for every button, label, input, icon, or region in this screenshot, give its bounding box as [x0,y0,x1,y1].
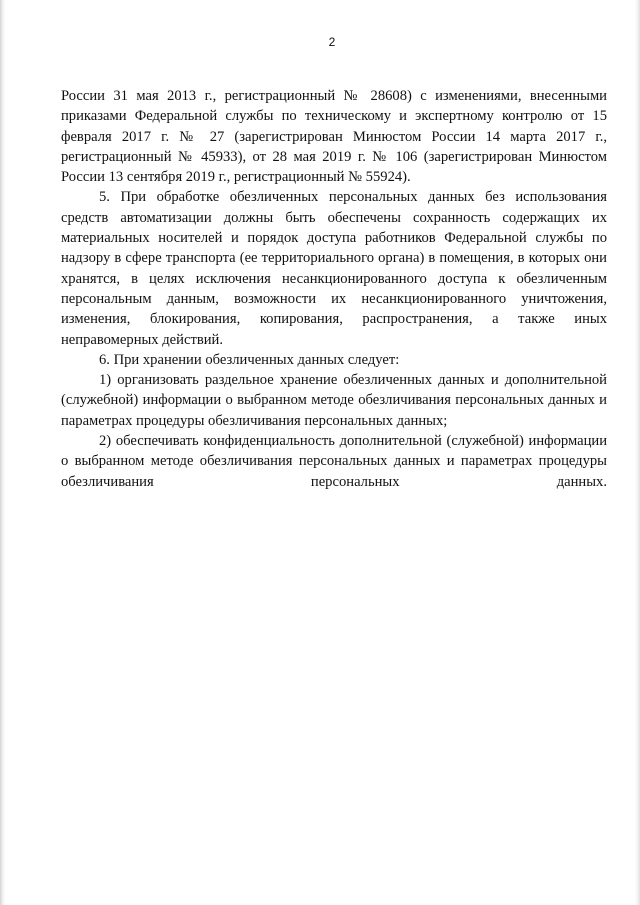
paragraph-item-6: 6. При хранении обезличенных данных следует: [99,351,400,368]
page-number: 2 [328,35,336,49]
paragraph-subitem-2: 2) обеспечивать конфиденциальность дополнительной (служебной) информации о выбранном методе обезличивания персональных данных и параметрах процедуры обезличивания персональных данных. [61,433,607,490]
paragraph-subitem-1: 1) организовать раздельное хранение обезличенных данных и дополнительной (служебной) информации о выбранном методе обезличивания персональных данных и параметрах процедуры обезличивания персональных данных; [61,372,607,429]
document-body [61,86,607,492]
paragraph-item-5: 5. При обработке обезличенных персональных данных без использования средств автоматизации должны быть обеспечены сохранность содержащих их материальных носителей и порядок доступа работников Федеральной службы по надзору в сфере транспорта (ее территориального органа) в помещения, в которых они хранятся, в целях исключения несанкционированного доступа к обезличенным персональным данным, возможности их несанкционированного уничтожения, изменения, блокирования, копирования, распространения, а также иных неправомерных действий. [61,189,607,348]
paragraph-continuation: России 31 мая 2013 г., регистрационный № 28608) с изменениями, внесенными приказами Федеральной службы по техническому и экспертному контролю от 15 февраля 2017 г. № 27 (зарегистрирован Минюстом России 14 марта 2017 г., регистрационный № 45933), от 28 мая 2019 г. № 106 (зарегистрирован Минюстом России 13 сентября 2019 г., регистрационный № 55924). [61,88,607,186]
